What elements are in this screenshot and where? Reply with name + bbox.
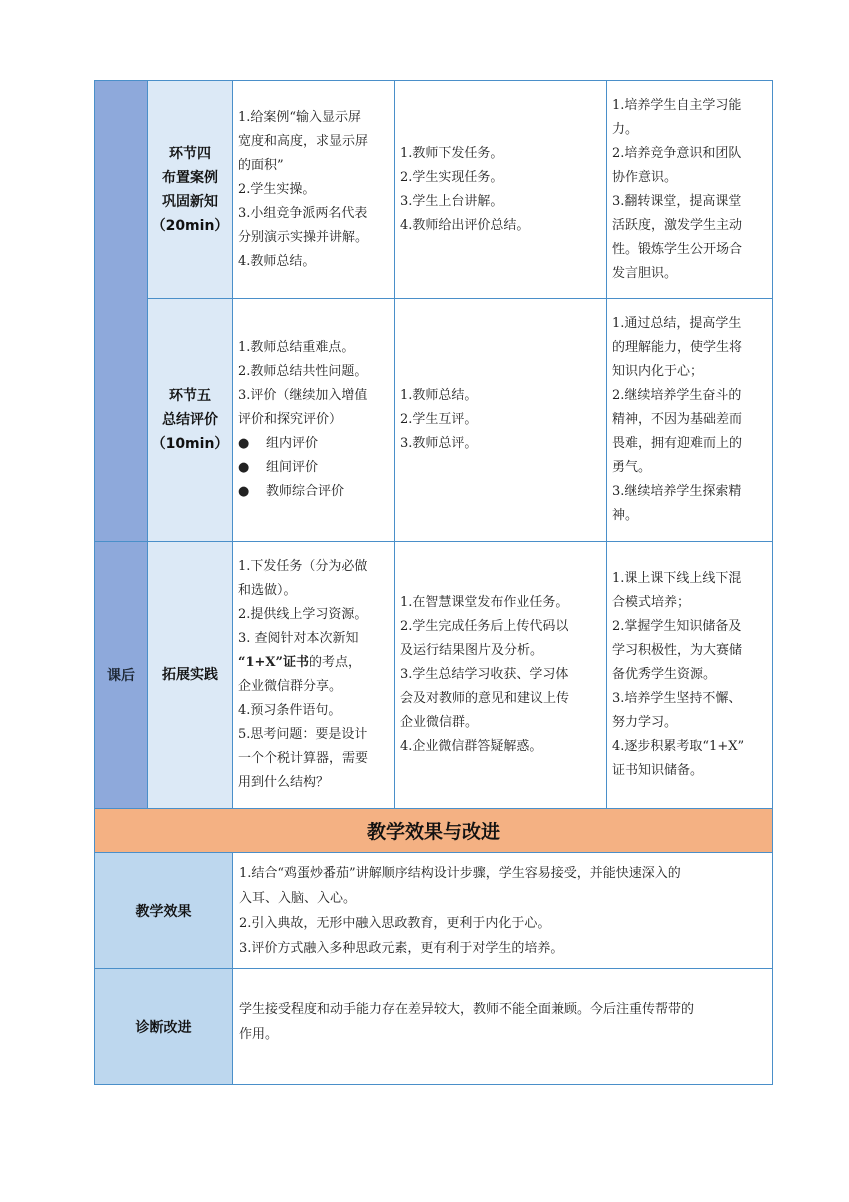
improve-content: 学生接受程度和动手能力存在差异较大，教师不能全面兼顾。今后注重传帮带的 作用。 xyxy=(233,969,773,1085)
section-title: 教学效果与改进 xyxy=(95,809,773,853)
effect-label: 教学效果 xyxy=(95,853,233,969)
list-item: ● 教师综合评价 xyxy=(238,480,389,504)
bullet-icon: ● xyxy=(238,460,250,475)
step5-label: 环节五 总结评价 （10min） xyxy=(148,299,233,542)
stage-after-class: 课后 xyxy=(95,542,148,809)
after-step-label: 拓展实践 xyxy=(148,542,233,809)
bullet-icon: ● xyxy=(238,484,250,499)
list-item: ● 组内评价 xyxy=(238,432,389,456)
lesson-table xyxy=(94,80,773,1085)
step5-content: 1.教师总结重难点。 2.教师总结共性问题。 3.评价（继续加入增值 评价和探究评价） ● 组内评价 ● 组间评价 ● 教师综合评价 xyxy=(233,299,395,542)
improve-label: 诊断改进 xyxy=(95,969,233,1085)
certificate-highlight: “1+X”证书 xyxy=(238,655,309,670)
step5-activities: 1.教师总结。 2.学生互评。 3.教师总评。 xyxy=(395,299,607,542)
after-content: 1.下发任务（分为必做 和选做）。 2.提供线上学习资源。 3. 查阅针对本次新知 “1+X”证书的考点， 企业微信群分享。 4.预习条件语句。 5.思考问题：要是设计 一个个税计算器，需要 用到什么结构？ xyxy=(233,542,395,809)
bullet-icon: ● xyxy=(238,436,250,451)
list-item: ● 组间评价 xyxy=(238,456,389,480)
step4-goals: 1.培养学生自主学习能 力。 2.培养竞争意识和团队 协作意识。 3.翻转课堂，提高课堂 活跃度，激发学生主动 性。锻炼学生公开场合 发言胆识。 xyxy=(607,81,773,299)
step5-goals: 1.通过总结，提高学生 的理解能力，使学生将 知识内化于心； 2.继续培养学生奋斗的 精神，不因为基础差而 畏难，拥有迎难而上的 勇气。 3.继续培养学生探索精 神。 xyxy=(607,299,773,542)
effect-content: 1.结合“鸡蛋炒番茄”讲解顺序结构设计步骤，学生容易接受，并能快速深入的 入耳、入脑、入心。 2.引入典故，无形中融入思政教育，更利于内化于心。 3.评价方式融入多种思政元素，更有利于对学生的培养。 xyxy=(233,853,773,969)
step4-label: 环节四 布置案例 巩固新知 （20min） xyxy=(148,81,233,299)
stage-cell-in-class xyxy=(95,81,148,542)
step4-activities: 1.教师下发任务。 2.学生实现任务。 3.学生上台讲解。 4.教师给出评价总结。 xyxy=(395,81,607,299)
after-goals: 1.课上课下线上线下混 合模式培养； 2.掌握学生知识储备及 学习积极性，为大赛储 备优秀学生资源。 3.培养学生坚持不懈、 努力学习。 4.逐步积累考取“1+X” 证书知识储备。 xyxy=(607,542,773,809)
step4-content: 1.给案例“输入显示屏 宽度和高度，求显示屏 的面积” 2.学生实操。 3.小组竞争派两名代表 分别演示实操并讲解。 4.教师总结。 xyxy=(233,81,395,299)
after-activities: 1.在智慧课堂发布作业任务。 2.学生完成任务后上传代码以 及运行结果图片及分析。 3.学生总结学习收获、学习体 会及对教师的意见和建议上传 企业微信群。 4.企业微信群答疑解惑。 xyxy=(395,542,607,809)
